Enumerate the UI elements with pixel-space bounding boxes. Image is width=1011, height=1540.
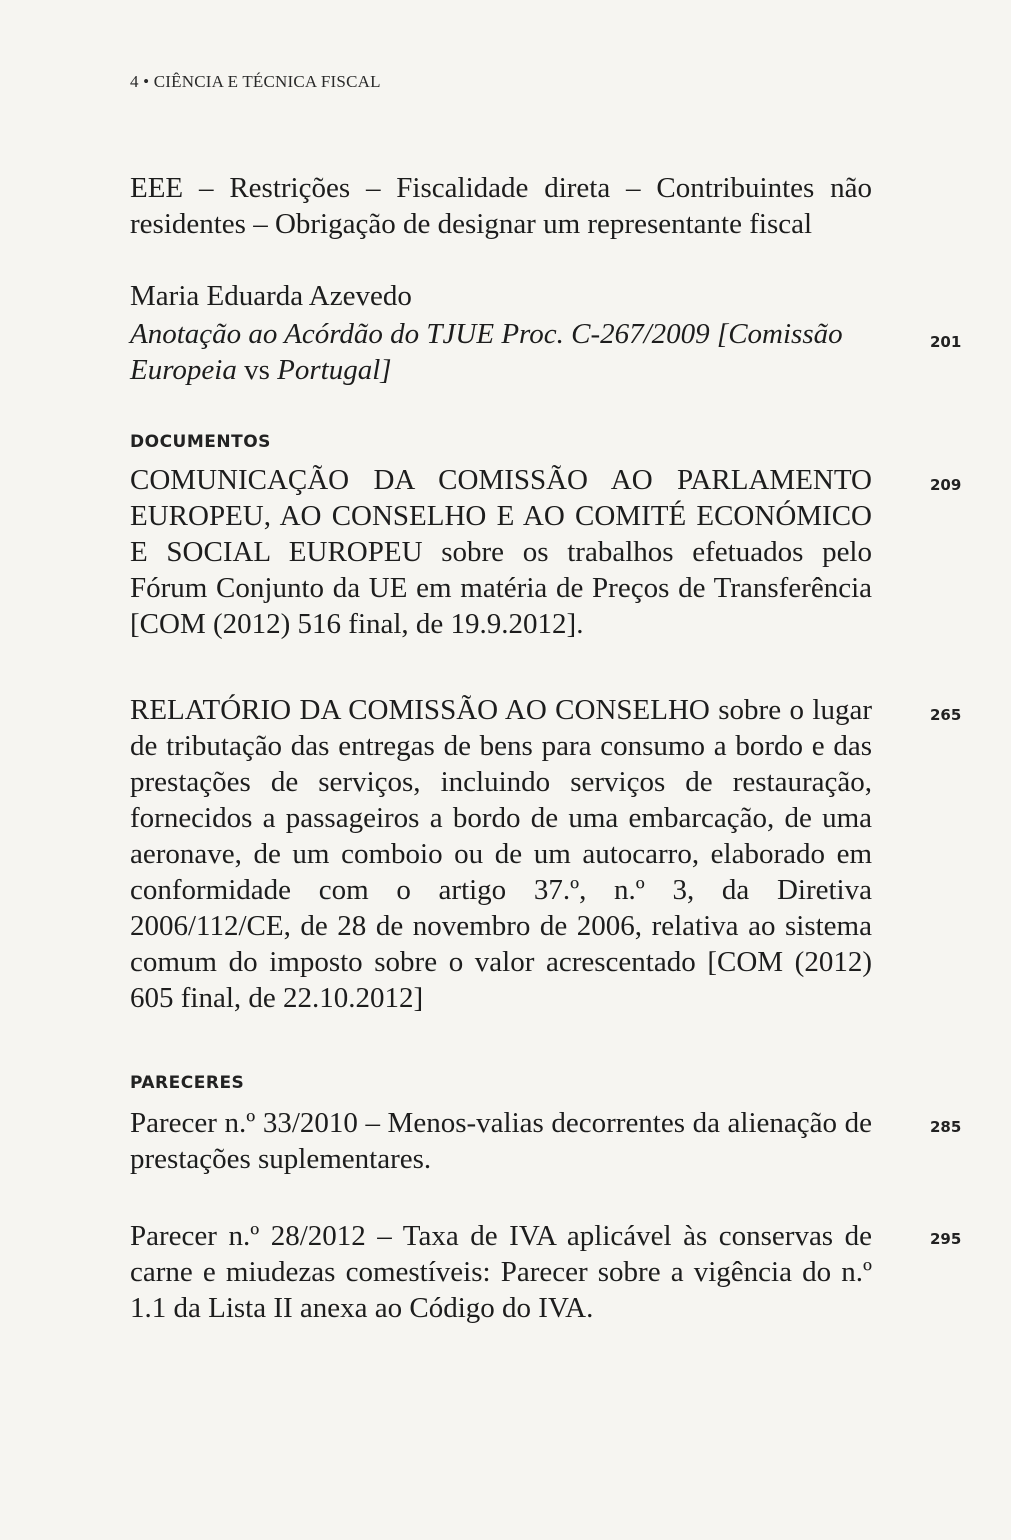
toc-entry-author: Maria Eduarda Azevedo: [130, 280, 412, 312]
subtitle-line-1: Anotação ao Acórdão do TJUE Proc. C-267/2009 [Comissão: [130, 318, 843, 350]
toc-entry-title: EEE – Restrições – Fiscalidade direta – Contribuintes não residentes – Obrigação de designar um representante fiscal: [130, 172, 872, 240]
toc-entry-document: RELATÓRIO DA COMISSÃO AO CONSELHO sobre o lugar de tributação das entregas de bens para consumo a bordo e das prestações de serviços, incluindo serviços de restauração, fornecidos a passageiros a bordo de uma embarcação, de uma aeronave, de um comboio ou de um autocarro, elaborado em conformidade com o artigo 37.º, n.º 3, da Diretiva 2006/112/CE, de 28 de novembro de 2006, relativa ao sistema comum do imposto sobre o valor acrescentado [COM (2012) 605 final, de 22.10.2012]: [130, 694, 872, 1014]
toc-entry-document: COMUNICAÇÃO DA COMISSÃO AO PARLAMENTO EUROPEU, AO CONSELHO E AO COMITÉ ECONÓMICO E SOCIAL EUROPEU sobre os trabalhos efetuados pelo Fórum Conjunto da UE em matéria de Preços de Transferência [COM (2012) 516 final, de 19.9.2012].: [130, 464, 872, 640]
section-heading-documentos: DOCUMENTOS: [130, 432, 271, 452]
toc-entry-parecer: Parecer n.º 28/2012 – Taxa de IVA aplicável às conservas de carne e miudezas comestíveis: Parecer sobre a vigência do n.º 1.1 da Lista II anexa ao Código do IVA.: [130, 1220, 872, 1324]
running-header: 4 • CIÊNCIA E TÉCNICA FISCAL: [130, 72, 381, 91]
subtitle-vs: vs: [236, 354, 278, 386]
toc-entry-subtitle: [130, 316, 872, 388]
page-number: 295: [930, 1230, 962, 1248]
page-number: 201: [930, 333, 962, 351]
page-number: 265: [930, 706, 962, 724]
subtitle-part: Portugal]: [277, 354, 392, 386]
toc-entry-parecer: Parecer n.º 33/2010 – Menos-valias decorrentes da alienação de prestações suplementares.: [130, 1107, 872, 1175]
page-number: 209: [930, 476, 962, 494]
page-number: 285: [930, 1118, 962, 1136]
subtitle-line-2: [130, 352, 872, 388]
section-heading-pareceres: PARECERES: [130, 1073, 245, 1093]
subtitle-part: Europeia: [130, 354, 237, 386]
